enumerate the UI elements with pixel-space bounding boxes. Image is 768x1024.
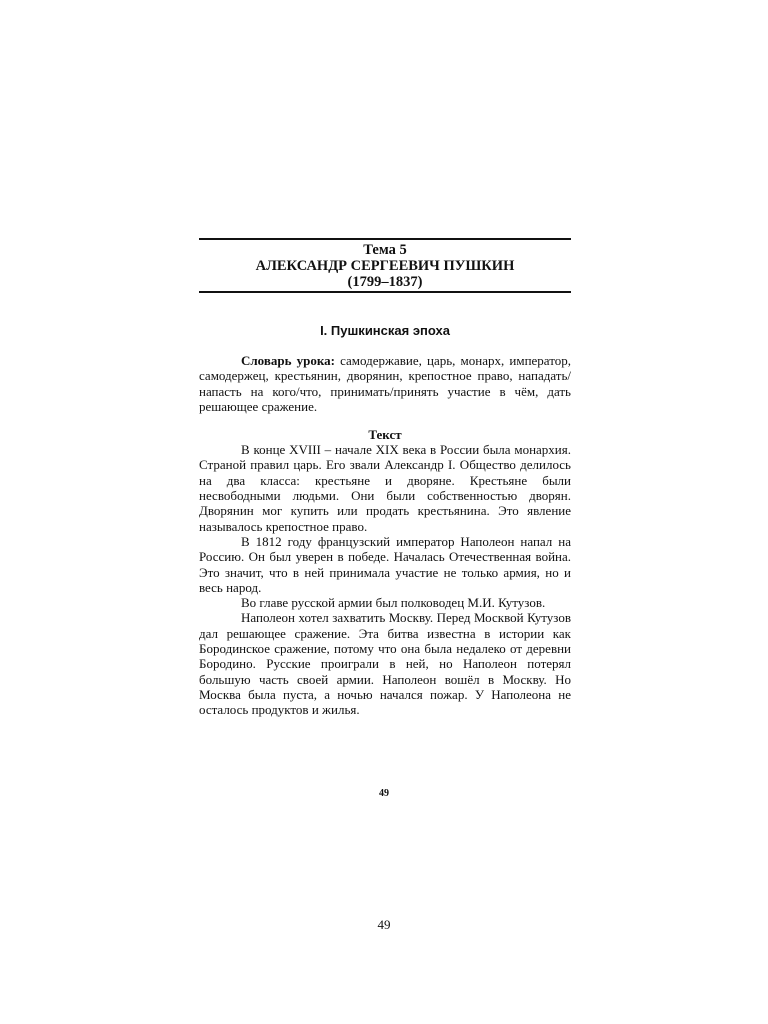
vocabulary-text: самодержавие, царь, монарх, император, самодержец, крестьянин, дворянин, крепостное право, нападать/напасть на кого/что, принимать/принять участие в чём, дать решающее сражение. [199, 353, 571, 414]
chapter-header [199, 240, 571, 291]
text-paragraph-3: Во главе русской армии был полководец М.И. Кутузов. [241, 595, 546, 611]
vocabulary-paragraph [199, 353, 571, 414]
section-title: I. Пушкинская эпоха [320, 323, 450, 338]
page-content [199, 238, 571, 718]
topic-label: Тема 5 [363, 242, 407, 258]
text-paragraph-2: В 1812 году французский император Наполеон напал на Россию. Он был уверен в победе. Началась Отечественная война. Это значит, что в ней принимала участие не только армия, но и весь народ. [199, 533, 571, 595]
text-paragraph-4: Наполеон хотел захватить Москву. Перед Москвой Кутузов дал решающее сражение. Эта битва известна в истории как Бородинское сражение, потому что она была недалеко от деревни Бородино. Русские проиграли в ней, но Наполеон потерял большую часть своей армии. Наполеон вошёл в Москву. Но Москва была пуста, а ночью начался пожар. У Наполеона не осталось продуктов и жилья. [199, 610, 571, 718]
text-paragraph-1: В конце XVIII – начале XIX века в России была монархия. Страной правил царь. Его звали Александр I. Общество делилось на два класса: крестьяне и дворяне. Крестьяне были несвободными людьми. Они были собственностью дворян. Дворянин мог купить или продать крестьянина. Это явление называлось крепостное право. [199, 442, 571, 534]
vocabulary-label: Словарь урока: [241, 353, 335, 368]
page-number-small: 49 [379, 788, 389, 799]
author-name: АЛЕКСАНДР СЕРГЕЕВИЧ ПУШКИН [255, 258, 515, 274]
header-bottom-rule [199, 291, 571, 293]
page-number-large: 49 [377, 917, 391, 932]
text-title: Текст [368, 427, 402, 443]
author-years: (1799–1837) [347, 274, 423, 290]
